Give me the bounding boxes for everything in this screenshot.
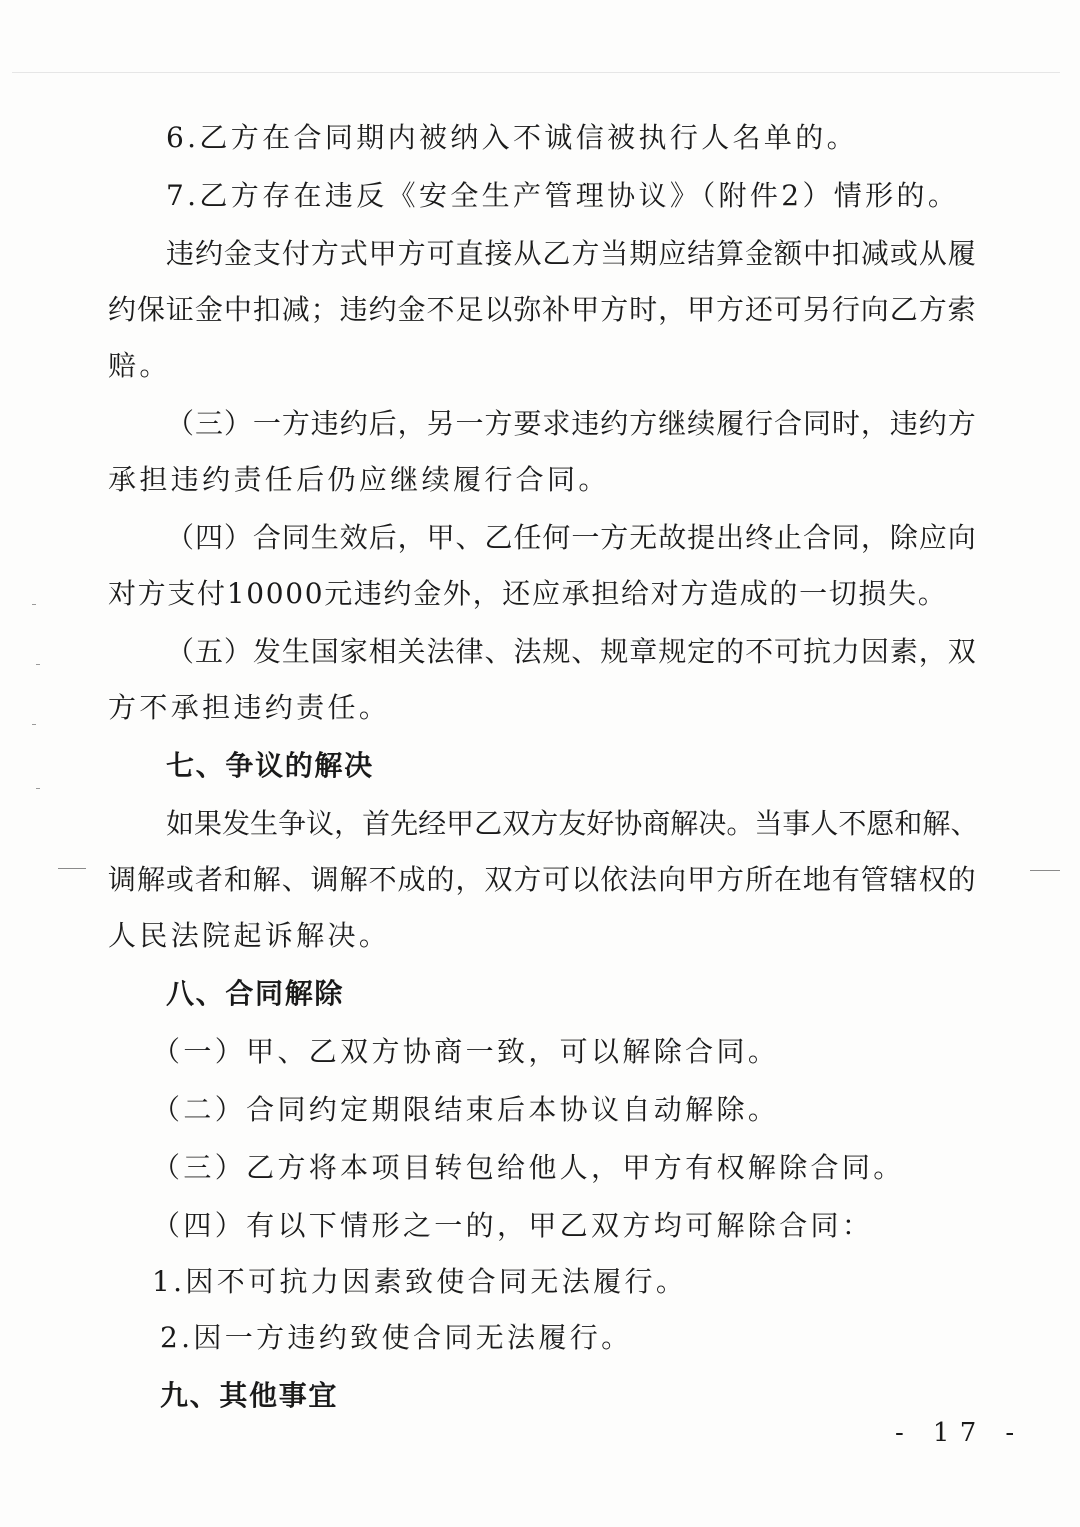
text-line-7: 承担违约责任后仍应继续履行合同。 [108, 463, 610, 496]
text-line-20: （四）有以下情形之一的，甲乙双方均可解除合同： [152, 1209, 874, 1242]
text-line-19: （三）乙方将本项目转包给他人，甲方有权解除合同。 [152, 1151, 905, 1184]
text-line-6: （ 三 ） 一 方 违 约 后 ， 另 一 方 要 求 违 约 方 继 续 履 行 合 同 时 ， 违 约 方 [166, 407, 976, 440]
text-line-14: 调 解 或 者 和 解 、 调 解 不 成 的 ， 双 方 可 以 依 法 向 甲 方 所 在 地 有 管 辖 权 的 [108, 863, 976, 896]
text-line-22: 2.因一方违约致使合同无法履行。 [160, 1321, 633, 1354]
scan-speck [36, 664, 40, 665]
text-line-17: （一）甲、乙双方协商一致，可以解除合同。 [152, 1035, 780, 1068]
section-heading-7: 七、争议的解决 [166, 749, 374, 782]
text-line-5: 赔。 [108, 349, 171, 382]
text-line-9: 对方支付10000元违约金外，还应承担给对方造成的一切损失。 [108, 577, 948, 610]
header-rule [12, 72, 1060, 73]
scan-artifact-right [1030, 870, 1060, 871]
scan-artifact-left [58, 868, 86, 869]
text-line-11: 方不承担违约责任。 [108, 691, 391, 724]
text-line-21: 1.因不可抗力因素致使合同无法履行。 [152, 1265, 688, 1298]
scan-speck [36, 788, 40, 789]
text-line-18: （二）合同约定期限结束后本协议自动解除。 [152, 1093, 780, 1126]
text-line-8: （ 四 ） 合 同 生 效 后 ， 甲 、 乙 任 何 一 方 无 故 提 出 终 止 合 同 ， 除 应 向 [166, 521, 976, 554]
text-line-10: （ 五 ） 发 生 国 家 相 关 法 律 、 法 规 、 规 章 规 定 的 不 可 抗 力 因 素 ， 双 [166, 635, 976, 668]
scan-speck [32, 604, 36, 605]
text-line-13: 如 果 发 生 争 议 ， 首 先 经 甲 乙 双 方 友 好 协 商 解 决 。 当 事 人 不 愿 和 解 、 [166, 807, 979, 840]
text-line-4: 约 保 证 金 中 扣 减 ； 违 约 金 不 足 以 弥 补 甲 方 时 ， 甲 方 还 可 另 行 向 乙 方 索 [108, 293, 976, 326]
text-line-2: 7.乙方存在违反《安全生产管理协议》（附件2）情形的。 [166, 179, 960, 212]
page-number: - 17 - [895, 1418, 1025, 1448]
section-heading-8: 八、合同解除 [166, 977, 345, 1010]
section-heading-9: 九、其他事宜 [160, 1379, 339, 1412]
scan-speck [32, 724, 36, 725]
text-line-15: 人民法院起诉解决。 [108, 919, 391, 952]
text-line-3: 违 约 金 支 付 方 式 甲 方 可 直 接 从 乙 方 当 期 应 结 算 金 额 中 扣 减 或 从 履 [166, 237, 976, 270]
text-line-1: 6.乙方在合同期内被纳入不诚信被执行人名单的。 [166, 121, 858, 154]
